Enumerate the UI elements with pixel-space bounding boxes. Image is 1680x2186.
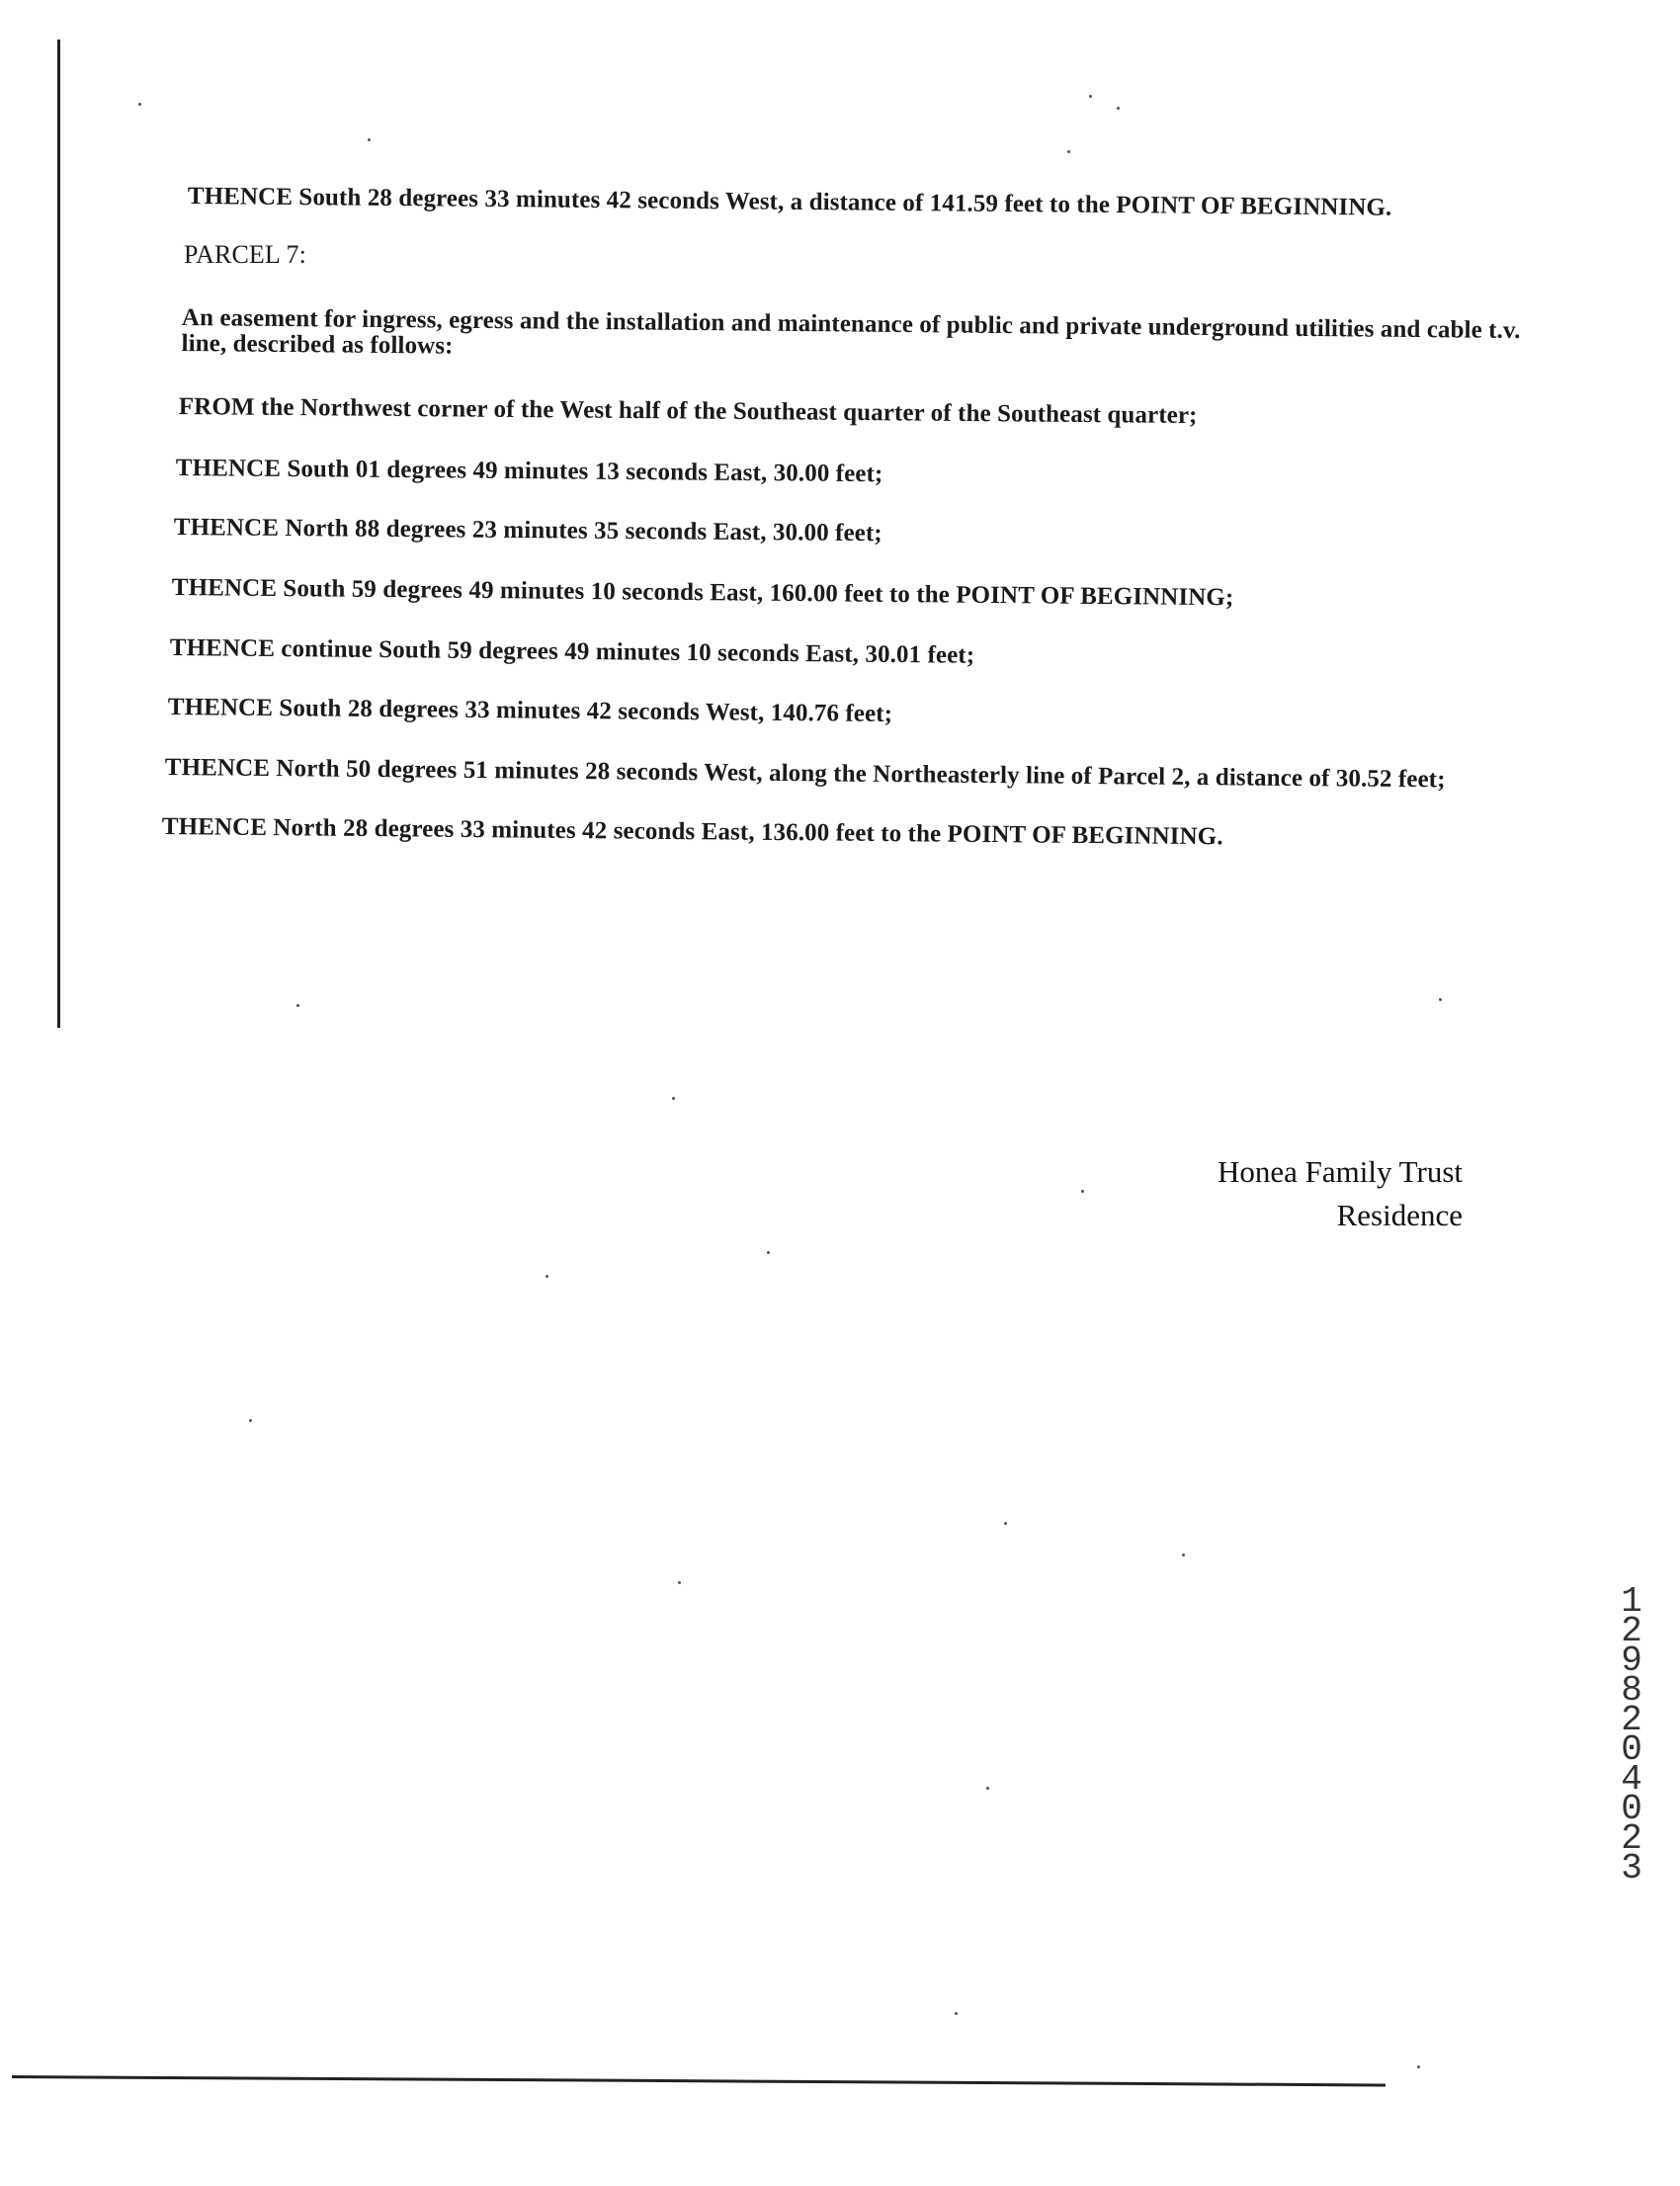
paragraph-thence-3: THENCE North 88 degrees 23 minutes 35 seconds East, 30.00 feet; — [173, 513, 882, 547]
scan-speck — [1117, 107, 1120, 110]
scan-speck — [1004, 1522, 1007, 1525]
document-number: 12982 04023 — [1621, 1581, 1642, 1889]
scan-speck — [1417, 2065, 1420, 2068]
paragraph-thence-1: THENCE South 28 degrees 33 minutes 42 seconds West, a distance of 141.59 feet to the POINT OF BEGINNING. — [187, 182, 1392, 221]
signature-line-2: Residence — [1336, 1198, 1463, 1232]
paragraph-thence-2: THENCE South 01 degrees 49 minutes 13 seconds East, 30.00 feet; — [175, 454, 883, 488]
paragraph-thence-5: THENCE continue South 59 degrees 49 minutes 10 seconds East, 30.01 feet; — [169, 633, 975, 669]
paragraph-from: FROM the Northwest corner of the West half of the Southeast quarter of the Southeast quarter; — [178, 392, 1198, 429]
scan-speck — [1439, 998, 1442, 1001]
scan-speck — [138, 103, 141, 106]
scan-speck — [1182, 1554, 1185, 1556]
paragraph-thence-4: THENCE South 59 degrees 49 minutes 10 seconds East, 160.00 feet to the POINT OF BEGINNING; — [171, 573, 1234, 612]
paragraph-thence-7: THENCE North 50 degrees 51 minutes 28 seconds West, along the Northeasterly line of Parcel 2, a distance of 30.52 feet; — [164, 753, 1446, 794]
paragraph-thence-8: THENCE North 28 degrees 33 minutes 42 seconds East, 136.00 feet to the POINT OF BEGINNING. — [161, 812, 1223, 851]
scan-speck — [296, 1004, 299, 1007]
scan-speck — [678, 1581, 681, 1584]
bottom-rule — [12, 2075, 1386, 2086]
scan-speck — [986, 1787, 989, 1790]
scan-speck — [368, 138, 371, 141]
scan-speck — [249, 1419, 252, 1422]
paragraph-thence-6: THENCE South 28 degrees 33 minutes 42 seconds West, 140.76 feet; — [167, 693, 893, 728]
scan-speck — [1081, 1190, 1084, 1193]
scan-speck — [955, 2012, 958, 2015]
scan-speck — [1089, 95, 1092, 98]
scan-speck — [1067, 150, 1070, 153]
signature-block — [1218, 1150, 1463, 1237]
signature-line-1: Honea Family Trust — [1217, 1154, 1463, 1189]
scan-speck — [767, 1251, 770, 1254]
left-margin-line — [57, 40, 60, 1028]
parcel-heading: PARCEL 7: — [184, 240, 306, 269]
scan-speck — [546, 1275, 548, 1278]
scan-speck — [672, 1097, 675, 1100]
easement-description: An easement for ingress, egress and the installation and maintenance of public and private underground utilities and cable t.v. line, described as follows: — [181, 304, 1521, 360]
